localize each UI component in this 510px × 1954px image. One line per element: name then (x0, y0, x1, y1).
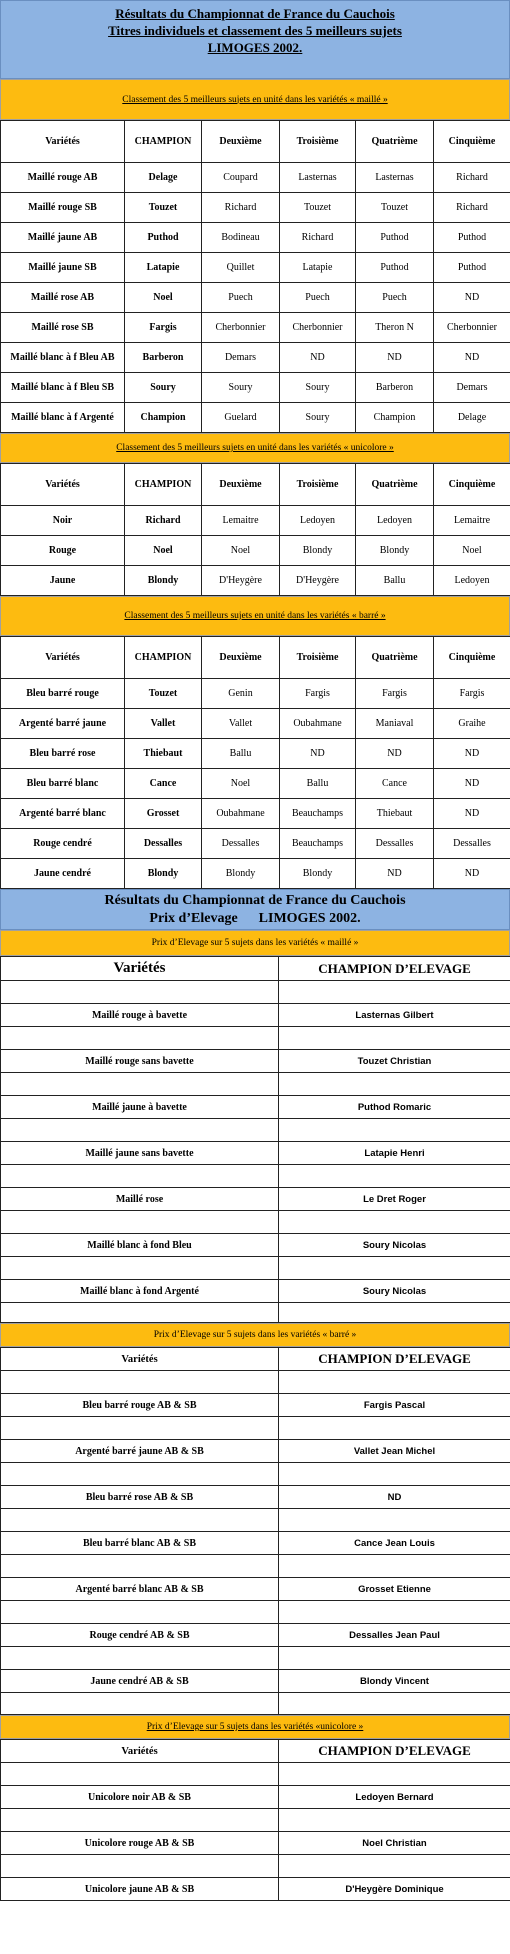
spacer-row (1, 1119, 510, 1142)
variety-cell: Argenté barré jaune AB & SB (1, 1440, 279, 1463)
barre-table (0, 636, 510, 889)
rank-cell: Beauchamps (280, 799, 356, 829)
col-header: Cinquième (434, 464, 510, 506)
spacer-row (1, 1555, 510, 1578)
section-prix-barre-title: Prix d’Elevage sur 5 sujets dans les variétés « barré » (0, 1323, 510, 1347)
champion-cell: Barberon (125, 343, 202, 373)
col-header: CHAMPION (125, 121, 202, 163)
champion-cell: Champion (125, 403, 202, 433)
col-header: Quatrième (356, 464, 434, 506)
prix-maille-table (0, 956, 510, 1323)
variety-cell: Maillé rouge à bavette (1, 1004, 279, 1027)
rank-cell: Noel (202, 769, 280, 799)
rank-cell: Maniaval (356, 709, 434, 739)
rank-cell: ND (434, 283, 510, 313)
winner-cell: Vallet Jean Michel (279, 1440, 510, 1463)
rank-cell: Oubahmane (280, 709, 356, 739)
rank-cell: Coupard (202, 163, 280, 193)
rank-cell: Demars (202, 343, 280, 373)
col-header: CHAMPION D’ELEVAGE (279, 1348, 510, 1371)
col-header: Troisième (280, 121, 356, 163)
spacer-row (1, 1693, 510, 1715)
variety-cell: Bleu barré blanc AB & SB (1, 1532, 279, 1555)
rank-cell: ND (280, 739, 356, 769)
rank-cell: Cance (356, 769, 434, 799)
spacer-row (1, 981, 510, 1004)
variety-cell: Rouge (1, 536, 125, 566)
champion-cell: Puthod (125, 223, 202, 253)
rank-cell: ND (434, 769, 510, 799)
champion-cell: Grosset (125, 799, 202, 829)
rank-cell: Lemaitre (202, 506, 280, 536)
table-row (1, 859, 510, 889)
rank-cell: Puech (356, 283, 434, 313)
rank-cell: Ballu (356, 566, 434, 596)
rank-cell: Demars (434, 373, 510, 403)
table-row (1, 1142, 510, 1165)
winner-cell: Puthod Romaric (279, 1096, 510, 1119)
rank-cell: Touzet (356, 193, 434, 223)
rank-cell: Cherbonnier (280, 313, 356, 343)
col-header: Variétés (1, 957, 279, 981)
rank-cell: Thiebaut (356, 799, 434, 829)
rank-cell: Fargis (434, 679, 510, 709)
winner-cell: Lasternas Gilbert (279, 1004, 510, 1027)
section-maille-title: Classement des 5 meilleurs sujets en unité dans les variétés « maillé » (0, 79, 510, 120)
rank-cell: Richard (434, 163, 510, 193)
table-row (1, 163, 510, 193)
champion-cell: Delage (125, 163, 202, 193)
table-row (1, 1532, 510, 1555)
rank-cell: Barberon (356, 373, 434, 403)
table-row (1, 1624, 510, 1647)
rank-cell: Ledoyen (356, 506, 434, 536)
rank-cell: Lasternas (356, 163, 434, 193)
rank-cell: Dessalles (356, 829, 434, 859)
winner-cell: Cance Jean Louis (279, 1532, 510, 1555)
table-row (1, 829, 510, 859)
variety-cell: Maillé blanc à f Bleu SB (1, 373, 125, 403)
rank-cell: Delage (434, 403, 510, 433)
section-barre-title: Classement des 5 meilleurs sujets en unité dans les variétés « barré » (0, 596, 510, 636)
spacer-row (1, 1855, 510, 1878)
variety-cell: Jaune (1, 566, 125, 596)
champion-cell: Noel (125, 536, 202, 566)
rank-cell: Lasternas (280, 163, 356, 193)
prix-barre-table (0, 1347, 510, 1715)
spacer-row (1, 1165, 510, 1188)
table-row (1, 1394, 510, 1417)
col-header: CHAMPION (125, 637, 202, 679)
rank-cell: Genin (202, 679, 280, 709)
rank-cell: Soury (280, 373, 356, 403)
rank-cell: Touzet (280, 193, 356, 223)
rank-cell: ND (356, 343, 434, 373)
header-line-1: Résultats du Championnat de France du Cauchois (115, 6, 395, 21)
col-header: Deuxième (202, 464, 280, 506)
col-header: Variétés (1, 1740, 279, 1763)
spacer-row (1, 1509, 510, 1532)
maille-table (0, 120, 510, 433)
rank-cell: Oubahmane (202, 799, 280, 829)
variety-cell: Bleu barré rouge AB & SB (1, 1394, 279, 1417)
table-header-row (1, 121, 510, 163)
variety-cell: Maillé rouge SB (1, 193, 125, 223)
rank-cell: Puech (280, 283, 356, 313)
winner-cell: Grosset Etienne (279, 1578, 510, 1601)
rank-cell: Quillet (202, 253, 280, 283)
winner-cell: Blondy Vincent (279, 1670, 510, 1693)
rank-cell: Latapie (280, 253, 356, 283)
champion-cell: Dessalles (125, 829, 202, 859)
table-row (1, 769, 510, 799)
variety-cell: Argenté barré blanc AB & SB (1, 1578, 279, 1601)
spacer-row (1, 1417, 510, 1440)
col-header: CHAMPION D’ELEVAGE (279, 1740, 510, 1763)
rank-cell: Puthod (434, 223, 510, 253)
rank-cell: ND (434, 859, 510, 889)
spacer-row (1, 1073, 510, 1096)
rank-cell: Beauchamps (280, 829, 356, 859)
variety-cell: Maillé rose (1, 1188, 279, 1211)
variety-cell: Unicolore noir AB & SB (1, 1786, 279, 1809)
variety-cell: Unicolore jaune AB & SB (1, 1878, 279, 1901)
col-header: Cinquième (434, 121, 510, 163)
rank-cell: Puthod (356, 223, 434, 253)
rank-cell: Blondy (356, 536, 434, 566)
table-row (1, 1280, 510, 1303)
spacer-row (1, 1371, 510, 1394)
winner-cell: Dessalles Jean Paul (279, 1624, 510, 1647)
spacer-row (1, 1647, 510, 1670)
table-header-row (1, 1740, 510, 1763)
variety-cell: Jaune cendré (1, 859, 125, 889)
col-header: Deuxième (202, 121, 280, 163)
rank-cell: Puthod (434, 253, 510, 283)
col-header: Variétés (1, 1348, 279, 1371)
rank-cell: Fargis (280, 679, 356, 709)
col-header: Troisième (280, 464, 356, 506)
rank-cell: ND (356, 859, 434, 889)
rank-cell: Dessalles (202, 829, 280, 859)
col-header: Variétés (1, 121, 125, 163)
header-line-2: Titres individuels et classement des 5 meilleurs sujets (108, 23, 402, 38)
spacer-row (1, 1809, 510, 1832)
rank-cell: Theron N (356, 313, 434, 343)
table-row (1, 313, 510, 343)
winner-cell: Soury Nicolas (279, 1234, 510, 1257)
winner-cell: Soury Nicolas (279, 1280, 510, 1303)
main-header (0, 0, 510, 79)
col-header: CHAMPION (125, 464, 202, 506)
rank-cell: Graihe (434, 709, 510, 739)
variety-cell: Maillé rose SB (1, 313, 125, 343)
variety-cell: Noir (1, 506, 125, 536)
champion-cell: Richard (125, 506, 202, 536)
champion-cell: Touzet (125, 679, 202, 709)
table-row (1, 506, 510, 536)
rank-cell: Soury (202, 373, 280, 403)
rank-cell: Bodineau (202, 223, 280, 253)
variety-cell: Bleu barré rose (1, 739, 125, 769)
table-row (1, 739, 510, 769)
spacer-row (1, 1601, 510, 1624)
table-row (1, 1832, 510, 1855)
rank-cell: Ballu (280, 769, 356, 799)
spacer-row (1, 1303, 510, 1323)
table-row (1, 283, 510, 313)
champion-cell: Blondy (125, 566, 202, 596)
champion-cell: Touzet (125, 193, 202, 223)
col-header: Deuxième (202, 637, 280, 679)
winner-cell: Touzet Christian (279, 1050, 510, 1073)
variety-cell: Bleu barré rouge (1, 679, 125, 709)
rank-cell: Guelard (202, 403, 280, 433)
winner-cell: D'Heygère Dominique (279, 1878, 510, 1901)
table-header-row (1, 464, 510, 506)
variety-cell: Argenté barré jaune (1, 709, 125, 739)
rank-cell: Ledoyen (280, 506, 356, 536)
rank-cell: Richard (434, 193, 510, 223)
table-row (1, 1486, 510, 1509)
variety-cell: Bleu barré rose AB & SB (1, 1486, 279, 1509)
rank-cell: ND (434, 343, 510, 373)
table-row (1, 223, 510, 253)
variety-cell: Maillé rouge sans bavette (1, 1050, 279, 1073)
variety-cell: Maillé jaune SB (1, 253, 125, 283)
rank-cell: Vallet (202, 709, 280, 739)
variety-cell: Maillé blanc à fond Bleu (1, 1234, 279, 1257)
table-row (1, 1096, 510, 1119)
table-row (1, 536, 510, 566)
winner-cell: Fargis Pascal (279, 1394, 510, 1417)
table-row (1, 253, 510, 283)
spacer-row (1, 1211, 510, 1234)
champion-cell: Blondy (125, 859, 202, 889)
table-row (1, 709, 510, 739)
winner-cell: Le Dret Roger (279, 1188, 510, 1211)
variety-cell: Maillé blanc à f Argenté (1, 403, 125, 433)
rank-cell: Noel (434, 536, 510, 566)
champion-cell: Fargis (125, 313, 202, 343)
rank-cell: Cherbonnier (202, 313, 280, 343)
rank-cell: Soury (280, 403, 356, 433)
winner-cell: Latapie Henri (279, 1142, 510, 1165)
rank-cell: Dessalles (434, 829, 510, 859)
champion-cell: Thiebaut (125, 739, 202, 769)
rank-cell: Blondy (280, 859, 356, 889)
rank-cell: Richard (202, 193, 280, 223)
table-row (1, 403, 510, 433)
rank-cell: Fargis (356, 679, 434, 709)
variety-cell: Maillé jaune AB (1, 223, 125, 253)
spacer-row (1, 1257, 510, 1280)
winner-cell: Noel Christian (279, 1832, 510, 1855)
winner-cell: Ledoyen Bernard (279, 1786, 510, 1809)
rank-cell: ND (434, 739, 510, 769)
table-row (1, 373, 510, 403)
winner-cell: ND (279, 1486, 510, 1509)
prix-header (0, 889, 510, 930)
table-row (1, 1004, 510, 1027)
variety-cell: Maillé jaune sans bavette (1, 1142, 279, 1165)
unicolore-table (0, 463, 510, 596)
variety-cell: Unicolore rouge AB & SB (1, 1832, 279, 1855)
variety-cell: Bleu barré blanc (1, 769, 125, 799)
variety-cell: Argenté barré blanc (1, 799, 125, 829)
spacer-row (1, 1027, 510, 1050)
table-row (1, 679, 510, 709)
champion-cell: Soury (125, 373, 202, 403)
rank-cell: D'Heygère (202, 566, 280, 596)
spacer-row (1, 1763, 510, 1786)
table-row (1, 799, 510, 829)
variety-cell: Maillé blanc à fond Argenté (1, 1280, 279, 1303)
section-unicolore-title: Classement des 5 meilleurs sujets en unité dans les variétés « unicolore » (0, 433, 510, 463)
table-row (1, 1786, 510, 1809)
champion-cell: Vallet (125, 709, 202, 739)
table-header-row (1, 957, 510, 981)
variety-cell: Rouge cendré (1, 829, 125, 859)
variety-cell: Maillé blanc à f Bleu AB (1, 343, 125, 373)
rank-cell: Lemaitre (434, 506, 510, 536)
table-row (1, 1188, 510, 1211)
spacer-row (1, 1463, 510, 1486)
rank-cell: Puech (202, 283, 280, 313)
col-header: Variétés (1, 637, 125, 679)
rank-cell: Cherbonnier (434, 313, 510, 343)
table-header-row (1, 637, 510, 679)
table-row (1, 1878, 510, 1901)
table-row (1, 566, 510, 596)
table-row (1, 193, 510, 223)
header-line-3: LIMOGES 2002. (207, 40, 303, 55)
table-row (1, 1670, 510, 1693)
variety-cell: Jaune cendré AB & SB (1, 1670, 279, 1693)
col-header: Cinquième (434, 637, 510, 679)
table-header-row (1, 1348, 510, 1371)
table-row (1, 1440, 510, 1463)
col-header: CHAMPION D’ELEVAGE (279, 957, 510, 981)
table-row (1, 1234, 510, 1257)
rank-cell: Ledoyen (434, 566, 510, 596)
table-row (1, 343, 510, 373)
variety-cell: Maillé rose AB (1, 283, 125, 313)
rank-cell: ND (434, 799, 510, 829)
col-header: Variétés (1, 464, 125, 506)
rank-cell: Blondy (280, 536, 356, 566)
rank-cell: Puthod (356, 253, 434, 283)
col-header: Quatrième (356, 637, 434, 679)
variety-cell: Rouge cendré AB & SB (1, 1624, 279, 1647)
table-row (1, 1050, 510, 1073)
rank-cell: Richard (280, 223, 356, 253)
prix-header-line-1: Résultats du Championnat de France du Cauchois (104, 893, 406, 908)
table-row (1, 1578, 510, 1601)
rank-cell: ND (356, 739, 434, 769)
rank-cell: Noel (202, 536, 280, 566)
section-prix-unicolore-title: Prix d’Elevage sur 5 sujets dans les variétés «unicolore » (0, 1715, 510, 1739)
col-header: Troisième (280, 637, 356, 679)
prix-unicolore-table (0, 1739, 510, 1901)
col-header: Quatrième (356, 121, 434, 163)
section-prix-maille-title: Prix d’Elevage sur 5 sujets dans les variétés « maillé » (0, 930, 510, 956)
champion-cell: Cance (125, 769, 202, 799)
rank-cell: Blondy (202, 859, 280, 889)
rank-cell: D'Heygère (280, 566, 356, 596)
prix-header-line-2: Prix d’Elevage LIMOGES 2002. (149, 911, 361, 926)
champion-cell: Latapie (125, 253, 202, 283)
rank-cell: ND (280, 343, 356, 373)
champion-cell: Noel (125, 283, 202, 313)
variety-cell: Maillé rouge AB (1, 163, 125, 193)
variety-cell: Maillé jaune à bavette (1, 1096, 279, 1119)
rank-cell: Ballu (202, 739, 280, 769)
rank-cell: Champion (356, 403, 434, 433)
